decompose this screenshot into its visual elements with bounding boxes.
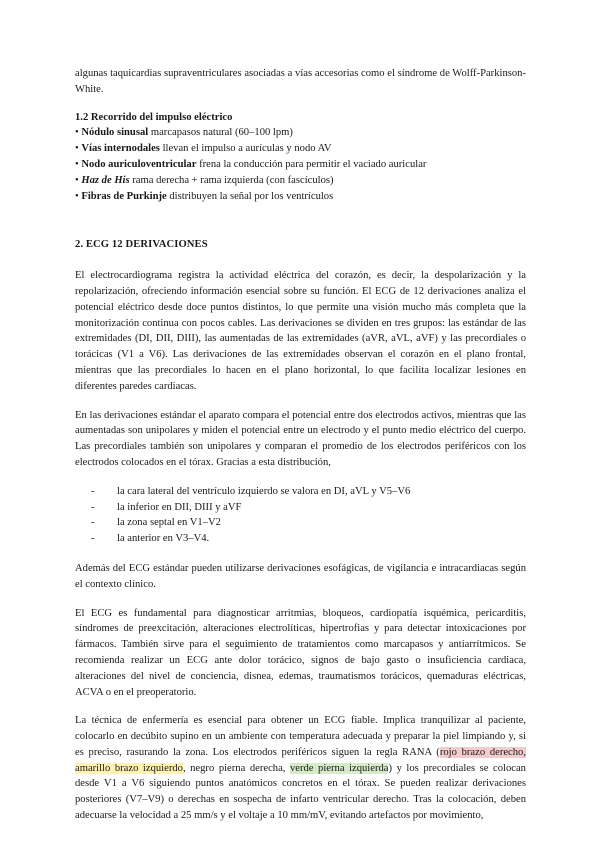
list-item: - la cara lateral del ventrículo izquierdo se valora en DI, aVL y V5–V6 (75, 484, 526, 500)
list-item-desc: distribuyen la señal por los ventrículos (166, 190, 334, 202)
list-item: • Fibras de Purkinje distribuyen la señal por los ventrículos (75, 190, 334, 202)
list-item: • Nódulo sinusal marcapasos natural (60–100 lpm) (75, 127, 293, 139)
ventricle-regions-list (75, 484, 526, 547)
list-item-desc: marcapasos natural (60–100 lpm) (148, 127, 293, 139)
list-item: • Nodo auriculoventricular frena la conducción para permitir el vaciado auricular (75, 158, 427, 170)
list-item: - la anterior en V3–V4. (75, 531, 526, 547)
highlight-green-leg: verde pierna izquierda (289, 762, 389, 774)
list-item: - la zona septal en V1–V2 (75, 515, 526, 531)
list-item-term: Fibras de Purkinje (81, 190, 167, 202)
list-item-desc: frena la conducción para permitir el vaciado auricular (196, 158, 427, 170)
highlight-yellow-arm: amarillo brazo izquierdo (75, 762, 183, 774)
highlight-red-arm: rojo brazo derecho, (439, 746, 526, 758)
list-item-term: Vías internodales (81, 143, 160, 155)
section-2-heading: 2. ECG 12 DERIVACIONES (75, 239, 208, 251)
list-item-term: Haz de His (81, 174, 130, 186)
list-item: - la inferior en DII, DIII y aVF (75, 500, 526, 516)
list-item: • Vías internodales llevan el impulso a aurículas y nodo AV (75, 143, 332, 155)
list-item-desc: rama derecha + rama izquierda (con fascículos) (129, 174, 334, 186)
paragraph-ecg-leads: En las derivaciones estándar el aparato compara el potencial entre dos electrodos activos, mientras que las aumentadas son unipolares y miden el potencial entre un electrodo y el punto medio eléctrico del cuerpo. Las precordiales también son unipolares y comparan el promedio de los electrodos periféricos con los electrodos colocados en el tórax. Gracias a esta distribución, (75, 409, 526, 468)
list-item-term: Nodo auriculoventricular (81, 158, 197, 170)
intro-paragraph-tail: algunas taquicardias supraventriculares asociadas a vías accesorias como el síndrome de Wolff-Parkinson-White. (75, 68, 526, 95)
paragraph-nursing-technique: La técnica de enfermería es esencial para obtener un ECG fiable. Implica tranquilizar al paciente, colocarlo en decúbito supino en un ambiente con temperatura adecuada y preparar la piel limpiando y, si es preciso, rasurando la zona. Los electrodos periféricos siguen la regla RANA (rojo brazo derecho, amarillo brazo izquierdo, negro pierna derecha, verde pierna izquierda) y los precordiales se colocan desde V1 a V6 siguiendo puntos anatómicos concretos en el tórax. Se pueden realizar derivaciones posteriores (V7–V9) o derechas en sospecha de infarto ventricular derecho. Tras la colocación, deben adecuarse la velocidad a 25 mm/s y el voltaje a 10 mm/mV, evitando artefactos por movimiento, (75, 715, 526, 822)
paragraph-ecg-intro: El electrocardiograma registra la actividad eléctrica del corazón, es decir, la despolarización y la repolarización, ofreciendo información esencial sobre su función. El ECG de 12 derivaciones analiza el potencial eléctrico desde doce puntos distintos, lo que permite una visión mucho más completa que la monitorización continua con pocos cables. Las derivaciones se dividen en tres grupos: las estándar de las extremidades (DI, DII, DIII), las aumentadas de las extremidades (aVR, aVL, aVF) y las precordiales o torácicas (V1 a V6). Las derivaciones de las extremidades observan el corazón en el plano frontal, mientras que las precordiales lo hacen en el plano horizontal, lo que facilita localizar lesiones en diferentes paredes cardiacas. (75, 270, 526, 392)
paragraph-other-leads: Además del ECG estándar pueden utilizarse derivaciones esofágicas, de vigilancia e intracardiacas según el contexto clínico. (75, 562, 526, 590)
section-1-2-heading: 1.2 Recorrido del impulso eléctrico (75, 111, 233, 123)
list-item-term: Nódulo sinusal (81, 127, 149, 139)
conduction-path-list (75, 125, 526, 204)
list-item-desc: llevan el impulso a aurículas y nodo AV (159, 143, 332, 155)
list-item: • Haz de His rama derecha + rama izquierda (con fascículos) (75, 174, 334, 186)
paragraph-ecg-indications: El ECG es fundamental para diagnosticar arritmias, bloqueos, cardiopatía isquémica, pericarditis, síndromes de preexcitación, alteraciones electrolíticas, hipertrofias y para detectar intoxicaciones por fármacos. También sirve para el seguimiento de tratamientos como marcapasos y antiarrítmicos. Se recomienda realizar un ECG ante dolor torácico, signos de bajo gasto o insuficiencia cardiaca, alteraciones del nivel de conciencia, disnea, edemas, traumatismos torácicos, quemaduras eléctricas, ACVA o en el preoperatorio. (75, 607, 526, 698)
